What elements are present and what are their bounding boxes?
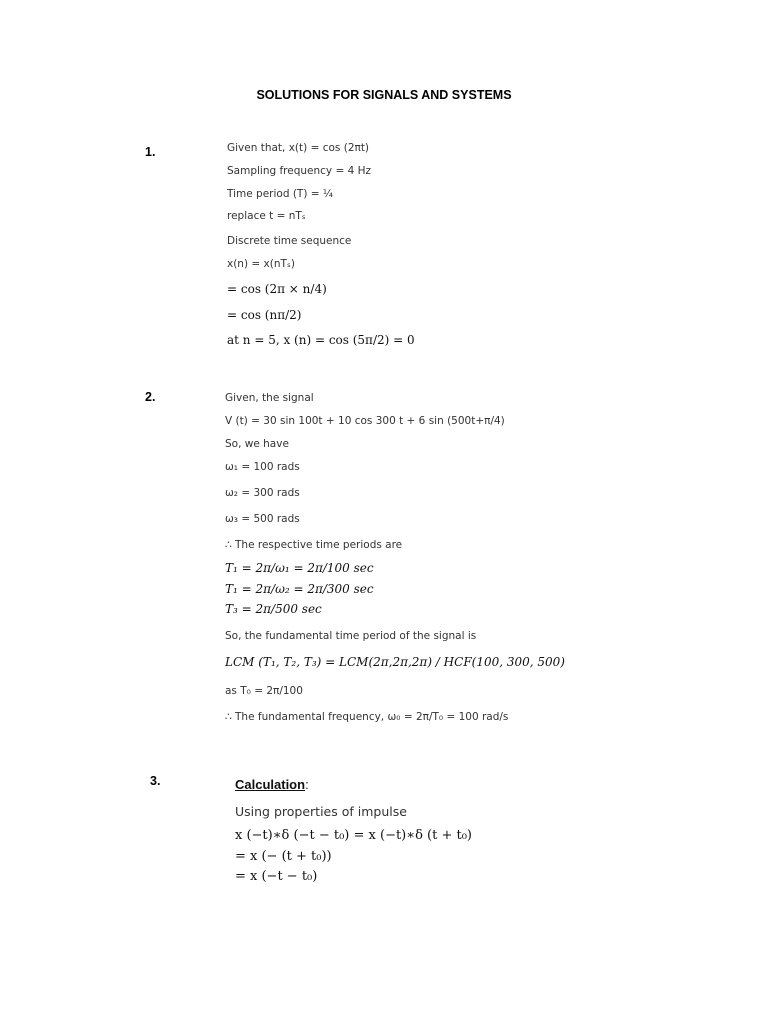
question-1-number: 1. (145, 145, 156, 159)
q2-periods-heading: ∴ The respective time periods are (225, 539, 403, 551)
q2-signal: V (t) = 30 sin 100t + 10 cos 300 t + 6 sin (500t+π/4) (225, 415, 505, 427)
q3-heading (235, 776, 309, 794)
q2-t0: as T₀ = 2π/100 (225, 685, 303, 697)
q3-heading-label: Calculation (235, 777, 306, 792)
document-title: SOLUTIONS FOR SIGNALS AND SYSTEMS (256, 88, 512, 102)
q2-t1-a: T₁ = 2π/ω₁ = 2π/100 sec (225, 561, 374, 575)
q2-t1-b: T₁ = 2π/ω₂ = 2π/300 sec (225, 582, 374, 596)
q1-step-2: = cos (nπ/2) (227, 308, 302, 322)
q1-replace: replace t = nTₛ (227, 210, 306, 222)
q2-t3: T₃ = 2π/500 sec (225, 602, 322, 616)
q1-result: at n = 5, x (n) = cos (5π/2) = 0 (227, 333, 415, 347)
q1-discrete-heading: Discrete time sequence (227, 235, 352, 247)
q1-time-period: Time period (T) = ¼ (227, 188, 334, 200)
q2-fundamental-frequency: ∴ The fundamental frequency, ω₀ = 2π/T₀ = 100 rad/s (225, 711, 509, 723)
q3-eq-3: = x (−t − t₀) (235, 869, 318, 884)
q2-omega-3: ω₃ = 500 rads (225, 513, 300, 525)
q1-xn-equation: x(n) = x(nTₛ) (227, 258, 295, 270)
q2-omega-1: ω₁ = 100 rads (225, 461, 300, 473)
q1-given: Given that, x(t) = cos (2πt) (227, 142, 370, 154)
q1-sampling-frequency: Sampling frequency = 4 Hz (227, 165, 372, 177)
q2-so-we-have: So, we have (225, 438, 289, 450)
q2-given: Given, the signal (225, 392, 314, 404)
q3-eq-2: = x (− (t + t₀)) (235, 849, 332, 864)
q3-using: Using properties of impulse (235, 804, 407, 819)
q2-omega-2: ω₂ = 300 rads (225, 487, 300, 499)
question-3-number: 3. (150, 774, 161, 788)
question-2-number: 2. (145, 390, 156, 404)
q2-fundamental-heading: So, the fundamental time period of the signal is (225, 630, 477, 642)
q3-eq-1: x (−t)∗δ (−t − t₀) = x (−t)∗δ (t + t₀) (235, 828, 473, 843)
q3-heading-colon: : (305, 777, 309, 792)
q2-lcm-equation: LCM (T₁, T₂, T₃) = LCM(2π,2π,2π) / HCF(100, 300, 500) (225, 655, 565, 669)
q1-step-1: = cos (2π × n/4) (227, 282, 327, 296)
